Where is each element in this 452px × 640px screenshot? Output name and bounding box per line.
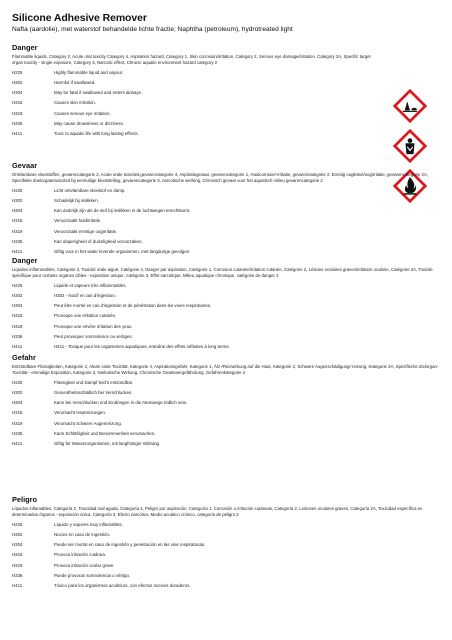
hazard-statement-text: Liquide et vapeurs très inflammables.	[54, 282, 127, 288]
hazard-statement-row	[12, 431, 440, 441]
h-code: H336	[12, 431, 23, 437]
hazard-statement-row	[12, 293, 440, 303]
h-code: H319	[12, 562, 23, 568]
h-code: H225	[12, 379, 23, 385]
hazard-statement-row	[12, 131, 440, 141]
hazard-statement-text: Tóxico para los organismos acuáticos, con efectos nocivos duraderos.	[54, 583, 191, 589]
h-code: H336	[12, 239, 23, 245]
h-code: H319	[12, 110, 23, 116]
hazard-statement-row	[12, 563, 440, 573]
signal-word: Gefahr	[12, 353, 36, 362]
h-code: H319	[12, 228, 23, 234]
hazard-statement-row	[12, 390, 440, 400]
hazard-statement-text: Gesundheitsschädlich bei Verschlucken.	[54, 389, 133, 395]
hazard-statement-text: Kann bei Verschlucken und Eindringen in die Atemwege tödlich sein.	[54, 400, 188, 406]
hazard-statement-text: H302 - Nocif en cas d'ingestion.	[54, 292, 116, 298]
h-code: H411	[12, 583, 23, 589]
h-code: H315	[12, 552, 23, 558]
hazard-statement-row	[12, 188, 440, 198]
hazard-statement-row	[12, 522, 440, 532]
document-subtitle: Nafta (aardolie), met waterstof behandelde lichte fractie; Naphtha (petroleum), hydrotreated light	[12, 26, 293, 33]
hazard-statement-row	[12, 532, 440, 542]
hazard-statement-row	[12, 324, 440, 334]
hazard-statement-row	[12, 100, 440, 110]
hazard-statement-text: Peut provoquer somnolence ou vertiges.	[54, 334, 133, 340]
h-code: H411	[12, 249, 23, 255]
hazard-statement-row	[12, 400, 440, 410]
hazard-classification: Líquidos inflamables, Categoría 2, Toxicidad oral aguda, Categoría 4, Peligro por aspiración, Categoría 1, Corrosión o irritación cutáneas, Categoría 2, Lesiones oculares graves, Categoría 2A, Toxicidad específica en determinados órganos - exposición única, Categoría 3, Efecto narcótico, Medio acuático crónico, categoría de peligro 2	[12, 506, 423, 517]
hazard-statement-text: Veroorzaakt ernstige oogirritatie.	[54, 228, 118, 234]
hazard-statement-text: Peut être mortel en cas d'ingestion et de pénétration dans les voies respiratoires.	[54, 303, 212, 309]
hazard-classification: Liquides inflammables, Catégorie 2, Toxicité orale aiguë, Catégorie 4, Danger par aspiration, Catégorie 1, Corrosion cutanée/irritation cutanée, Catégorie 2, Lésions oculaires graves/irritation oculaire, Catégorie 2A, Toxicité spécifique pour certains organes cibles - exposition unique, Catégorie 3, Effet narcotique, Milieu aquatique chronique, catégorie de danger 2	[12, 267, 433, 278]
h-code: H304	[12, 208, 23, 214]
signal-word: Danger	[12, 256, 38, 265]
h-code: H411	[12, 131, 23, 137]
hazard-statement-row	[12, 441, 440, 451]
hazard-statement-text: Verursacht schwere Augenreizung.	[54, 420, 122, 426]
hazard-statement-text: Provoca irritación ocular grave.	[54, 562, 115, 568]
hazard-statement-text: Harmful if swallowed.	[54, 79, 96, 85]
hazard-statement-row	[12, 80, 440, 90]
hazard-statement-text: Veroorzaakt huidirritatie.	[54, 218, 102, 224]
h-code: H304	[12, 303, 23, 309]
hazard-statement-text: Highly flammable liquid and vapour.	[54, 69, 124, 75]
hazard-statement-text: Líquido y vapores muy inflamables.	[54, 521, 123, 527]
signal-word: Gevaar	[12, 161, 38, 170]
hazard-statement-row	[12, 111, 440, 121]
hazard-statement-text: Kan slaperigheid of duizeligheid veroorzaken.	[54, 239, 143, 245]
h-code: H319	[12, 323, 23, 329]
h-code: H302	[12, 389, 23, 395]
h-code: H225	[12, 69, 23, 75]
hazard-statement-row	[12, 583, 440, 593]
hazard-statement-text: Flüssigkeit und Dampf leicht entzündbar.	[54, 379, 134, 385]
hazard-statement-text: Causes skin irritation.	[54, 100, 96, 106]
hazard-statement-text: Giftig für Wasserorganismen, mit langfristiger Wirkung.	[54, 441, 161, 447]
h-code: H315	[12, 313, 23, 319]
h-code: H315	[12, 410, 23, 416]
hazard-statement-row	[12, 198, 440, 208]
hazard-statement-text: Toxic to aquatic life with long lasting effects.	[54, 131, 139, 137]
hazard-statement-text: Puede provocar somnolencia o vértigo.	[54, 573, 131, 579]
hazard-statement-row	[12, 229, 440, 239]
signal-word: Danger	[12, 43, 38, 52]
h-code: H336	[12, 121, 23, 127]
hazard-statement-row	[12, 410, 440, 420]
signal-word: Peligro	[12, 495, 38, 504]
hazard-statement-row	[12, 90, 440, 100]
h-code: H411	[12, 441, 23, 447]
h-code: H315	[12, 218, 23, 224]
h-code: H302	[12, 292, 23, 298]
hazard-statement-text: Nocivo en caso de ingestión.	[54, 531, 111, 537]
h-code: H336	[12, 334, 23, 340]
hazard-statement-text: Giftig voor in het water levende organismen, met langdurige gevolgen.	[54, 249, 191, 255]
hazard-statement-row	[12, 552, 440, 562]
h-code: H315	[12, 100, 23, 106]
hazard-statement-text: Kann Schläfrigkeit und Benommenheit verursachen.	[54, 431, 156, 437]
hazard-statement-row	[12, 573, 440, 583]
hazard-statement-row	[12, 239, 440, 249]
hazard-classification: Flammable liquids, Category 2, Acute oral toxicity Category 4, Aspiration hazard, Category 1, Skin corrosion/irritation, Category 2, Serious eye damage/irritation, Category 2A, Specific target organ toxicity - single exposure, Category 3, Narcotic effect, Chronic aquatic environment hazard category 2	[12, 54, 371, 65]
hazard-section	[12, 43, 440, 142]
h-code: H225	[12, 282, 23, 288]
hazard-statement-text: Puede ser mortal en caso de ingestión y penetración en las vías respiratorias.	[54, 542, 206, 548]
hazard-statement-text: May cause drowsiness or dizziness.	[54, 121, 125, 127]
hazard-statement-row	[12, 303, 440, 313]
hazard-section	[12, 495, 440, 594]
hazard-statement-row	[12, 208, 440, 218]
h-code: H225	[12, 187, 23, 193]
hazard-statement-row	[12, 70, 440, 80]
hazard-statement-text: Provoque une irritation cutanée.	[54, 313, 117, 319]
h-code: H411	[12, 344, 23, 350]
h-code: H336	[12, 573, 23, 579]
hazard-statement-text: Kan dodelijk zijn als de stof bij inslikken in de luchtwegen terechtkomt.	[54, 208, 191, 214]
hazard-statement-text: H411 - Toxique pour les organismes aquatiques, entraîne des effets néfastes à long terme.	[54, 344, 230, 350]
hazard-section	[12, 353, 440, 452]
hazard-classification: Ontvlambare vloeistoffen, gevarencategorie 2, Acute orale toxiciteit,gevarencategorie 4, Aspiratiegevaar, gevarencategorie 1, Huidcorrosie/-irritatie, gevarencategorie 2, Ernstig oogletsel/oogirritatie, gevarencategorie 2A, Specifieke doelorgaantoxiciteit bij eenmalige blootstelling, gevarencategorie 3, narcotische werking, Chronisch gevaar voor het aquatisch milieu gevarencategorie 2	[12, 172, 429, 183]
hazard-statement-row	[12, 283, 440, 293]
hazard-statement-row	[12, 313, 440, 323]
hazard-section	[12, 256, 440, 355]
hazard-statement-text: Provoca irritación cutánea.	[54, 552, 106, 558]
hazard-statement-row	[12, 121, 440, 131]
hazard-statement-text: Licht ontvlambare vloeistof en damp.	[54, 187, 126, 193]
hazard-statement-row	[12, 334, 440, 344]
h-code: H304	[12, 542, 23, 548]
h-code: H302	[12, 197, 23, 203]
hazard-classification: Entzündbare Flüssigkeiten, Kategorie 2, Akute orale Toxizität, Kategorie 4, Aspirationsgefahr, Kategorie 1, Ätz-/Reizwirkung auf die Haut, Kategorie 2, Schwere Augenschädigung/-reizung, Kategorie 2A, Spezifische Zielorgan-Toxizität - einmalige Exposition, Kategorie 3, Narkotische Wirkung, Chronische Gewässergefährdung, Gefahrenkategorie 2	[12, 364, 439, 375]
hazard-statement-text: Verursacht Hautreizungen.	[54, 410, 106, 416]
h-code: H304	[12, 400, 23, 406]
h-code: H302	[12, 79, 23, 85]
hazard-statement-row	[12, 218, 440, 228]
document-title: Silicone Adhesive Remover	[12, 12, 147, 24]
hazard-statement-row	[12, 542, 440, 552]
hazard-statement-text: Provoque une sévère irritation des yeux.	[54, 323, 133, 329]
h-code: H304	[12, 90, 23, 96]
hazard-statement-text: Causes serious eye irritation.	[54, 110, 111, 116]
h-code: H302	[12, 531, 23, 537]
h-code: H319	[12, 420, 23, 426]
h-code: H225	[12, 521, 23, 527]
hazard-statement-row	[12, 380, 440, 390]
hazard-statement-text: Schadelijk bij inslikken.	[54, 197, 99, 203]
hazard-section	[12, 161, 440, 260]
hazard-statement-text: May be fatal if swallowed and enters airways.	[54, 90, 143, 96]
hazard-statement-row	[12, 421, 440, 431]
